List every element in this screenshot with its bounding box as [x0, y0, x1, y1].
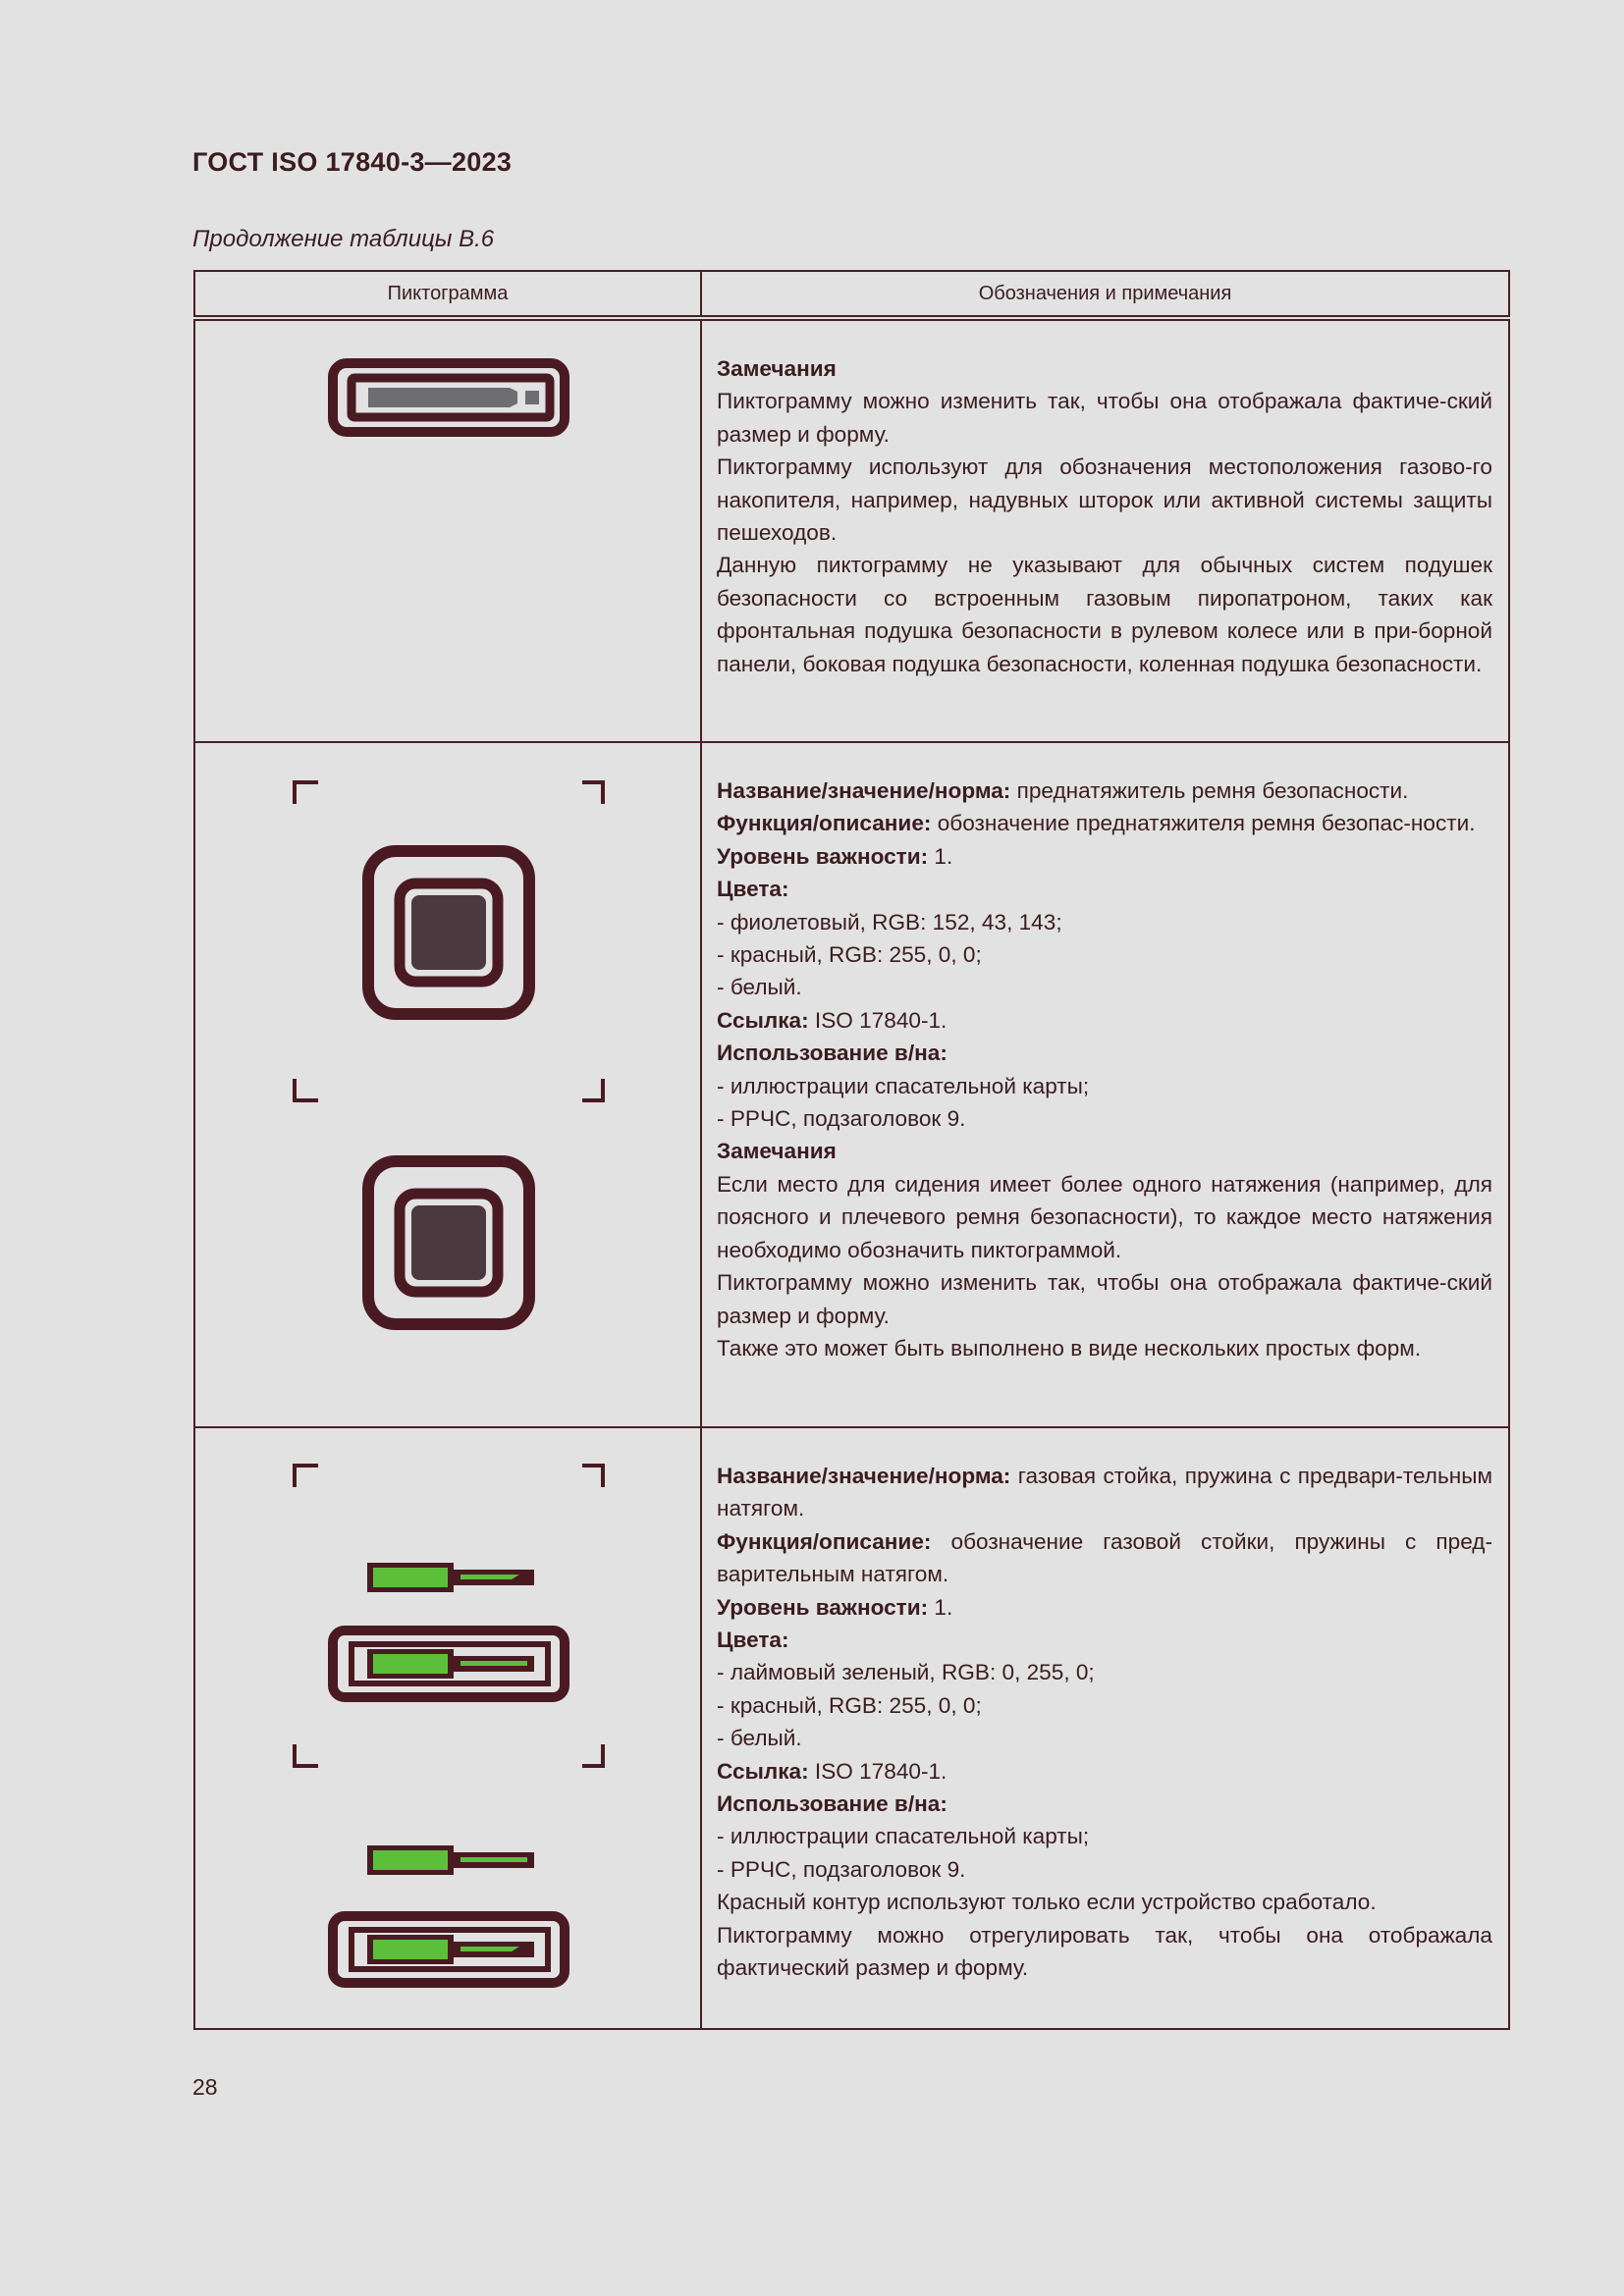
usage-item: - иллюстрации спасательной карты;	[717, 1820, 1492, 1852]
usage-item: - иллюстрации спасательной карты;	[717, 1070, 1492, 1102]
function-label: Функция/описание:	[717, 811, 932, 836]
strut-symbol-outlined	[333, 1630, 565, 1697]
color-item: - белый.	[717, 971, 1492, 1003]
ref-label: Ссылка:	[717, 1758, 809, 1784]
function-value: обозначение газовой стойки, пружины с пред-варительным натягом.	[717, 1528, 1492, 1587]
pretensioner-symbol-active	[368, 851, 529, 1014]
corner-brackets	[295, 1466, 603, 1766]
pictogram-cell	[194, 318, 701, 742]
valve-cap	[525, 391, 539, 404]
function-value: обозначение преднатяжителя ремня безопас-ности.	[937, 811, 1476, 836]
note-paragraph: Пиктограмму можно изменить так, чтобы она отображала фактиче-ский размер и форму.	[717, 389, 1492, 447]
column-header-pictogram: Пиктограмма	[194, 271, 701, 318]
level-value: 1.	[934, 1594, 953, 1620]
usage-label: Использование в/на:	[717, 1791, 947, 1817]
note-paragraph: Пиктограмму можно отрегулировать так, чтобы она отображала фактический размер и форму.	[717, 1922, 1492, 1981]
table-header-row	[194, 271, 1509, 318]
color-item: - красный, RGB: 255, 0, 0;	[717, 1689, 1492, 1722]
ref-label: Ссылка:	[717, 1007, 809, 1033]
gas-strut-pictogram	[195, 1428, 702, 2028]
color-item: - фиолетовый, RGB: 152, 43, 143;	[717, 906, 1492, 938]
belt-pretensioner-pictogram	[195, 743, 702, 1426]
note-paragraph: Красный контур используют только если устройство сработало.	[717, 1890, 1377, 1915]
table-caption: Продолжение таблицы В.6	[192, 226, 495, 252]
color-item: - белый.	[717, 1722, 1492, 1754]
strut-symbol-bottom	[367, 1845, 534, 1875]
ref-value: ISO 17840-1.	[814, 1007, 947, 1033]
colors-label: Цвета:	[717, 1628, 789, 1653]
note-paragraph: Также это может быть выполнено в виде нескольких простых форм.	[717, 1335, 1422, 1361]
pictogram-table	[193, 270, 1510, 2030]
color-item: - лаймовый зеленый, RGB: 0, 255, 0;	[717, 1656, 1492, 1688]
pictogram-cell	[194, 1427, 701, 2029]
table-row	[194, 318, 1509, 742]
name-label: Название/значение/норма:	[717, 1464, 1011, 1488]
level-label: Уровень важности:	[717, 843, 929, 869]
pictogram-cell	[194, 742, 701, 1427]
notes-title: Замечания	[717, 356, 837, 381]
note-paragraph: Пиктограмму используют для обозначения местоположения газово-го накопителя, например, надувных шторок или активной системы защиты пешеходов.	[717, 454, 1492, 546]
notes-cell	[701, 742, 1509, 1427]
pretensioner-symbol	[368, 1161, 529, 1324]
usage-item: - РРЧС, подзаголовок 9.	[717, 1853, 1492, 1886]
cylinder-body	[368, 388, 517, 407]
note-paragraph: Если место для сидения имеет более одного натяжения (например, для поясного и плечевого ремня безопасности), то каждое место натяжения необходимо обозначить пиктограммой.	[717, 1171, 1492, 1262]
name-value: газовая стойка, пружина с предвари-тельным натягом.	[717, 1464, 1492, 1522]
function-label: Функция/описание:	[717, 1528, 932, 1554]
page-number: 28	[192, 2074, 218, 2100]
notes-title: Замечания	[717, 1139, 837, 1164]
level-label: Уровень важности:	[717, 1594, 929, 1620]
notes-cell	[701, 1427, 1509, 2029]
usage-label: Использование в/на:	[717, 1041, 947, 1066]
color-item: - красный, RGB: 255, 0, 0;	[717, 938, 1492, 971]
ref-value: ISO 17840-1.	[814, 1758, 947, 1784]
level-value: 1.	[934, 843, 953, 869]
note-paragraph: Пиктограмму можно изменить так, чтобы она отображала фактиче-ский размер и форму.	[717, 1270, 1492, 1328]
table-row	[194, 742, 1509, 1427]
colors-label: Цвета:	[717, 877, 789, 902]
column-header-notes: Обозначения и примечания	[701, 271, 1509, 318]
notes-cell	[701, 318, 1509, 742]
name-value: преднатяжитель ремня безопасности.	[1016, 778, 1409, 803]
gas-storage-pictogram	[195, 321, 702, 743]
strut-symbol-top	[367, 1563, 534, 1592]
table-row	[194, 1427, 1509, 2029]
name-label: Название/значение/норма:	[717, 778, 1011, 803]
document-header: ГОСТ ISO 17840-3—2023	[192, 147, 513, 177]
strut-symbol-outlined-bottom	[333, 1916, 565, 1983]
usage-item: - РРЧС, подзаголовок 9.	[717, 1102, 1492, 1135]
note-paragraph: Данную пиктограмму не указывают для обычных систем подушек безопасности со встроенным газовым пиропатроном, таких как фронтальная подушка безопасности в рулевом колесе или в при-борной панели, боковая подушка безопасности, коленная подушка безопасности.	[717, 553, 1492, 676]
